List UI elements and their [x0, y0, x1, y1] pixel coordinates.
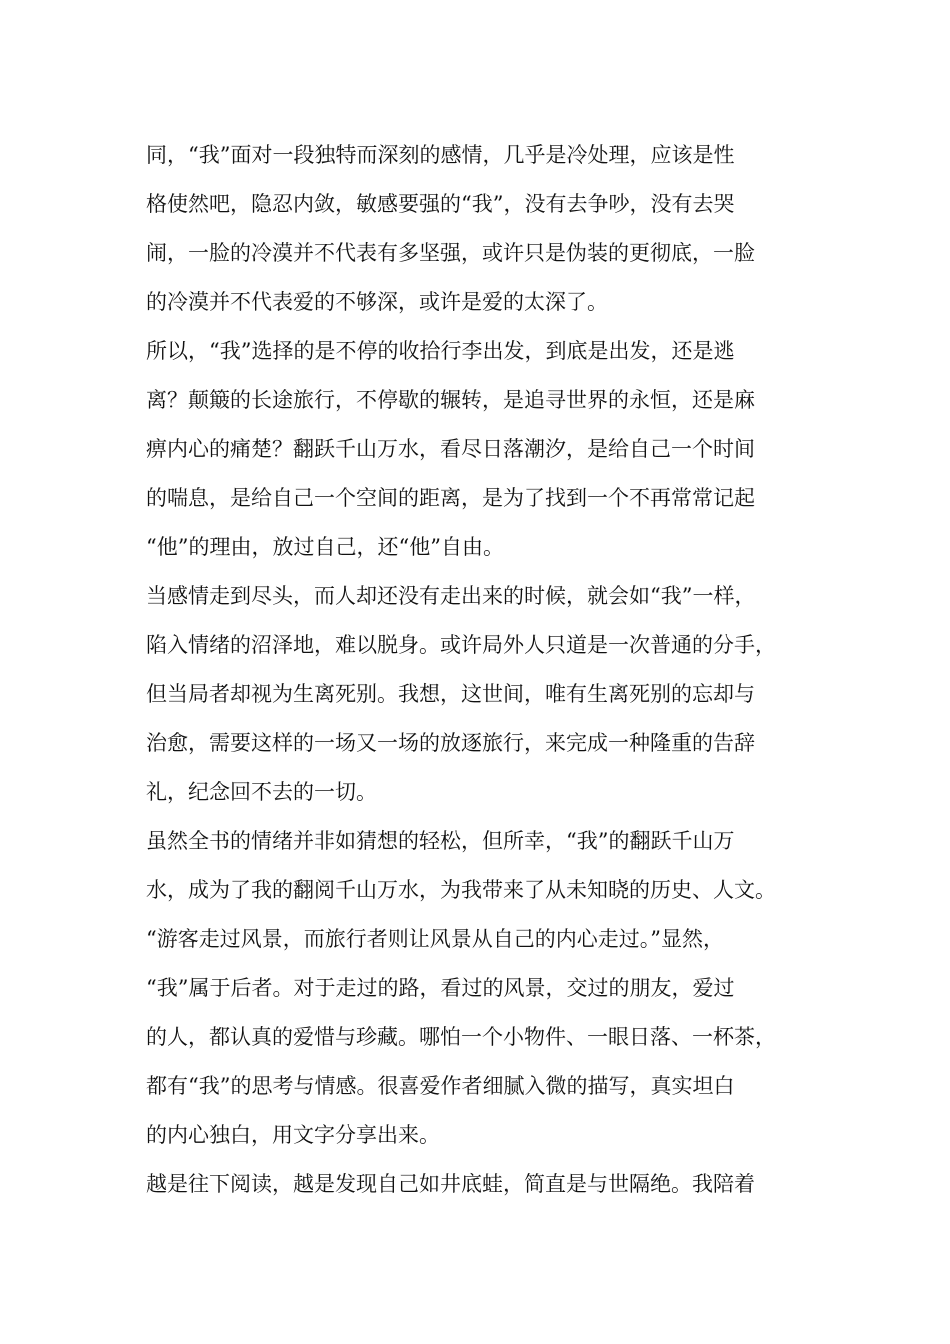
text-line: 的人，都认真的爱惜与珍藏。哪怕一个小物件、一眼日落、一杯茶，: [146, 1025, 776, 1049]
text-line: 越是往下阅读，越是发现自己如井底蛙，简直是与世隔绝。我陪着: [146, 1172, 755, 1196]
text-line: 所以，“我”选择的是不停的收拾行李出发，到底是出发，还是逃: [146, 339, 735, 363]
text-line: 离？颠簸的长途旅行，不停歇的辗转，是追寻世界的永恒，还是麻: [146, 388, 755, 412]
text-line: 当感情走到尽头，而人却还没有走出来的时候，就会如“我”一样，: [146, 584, 756, 608]
text-line: 的内心独白，用文字分享出来。: [146, 1123, 440, 1147]
text-line: 礼，纪念回不去的一切。: [146, 780, 377, 804]
text-line: 虽然全书的情绪并非如猜想的轻松，但所幸，“我”的翻跃千山万: [146, 829, 735, 853]
text-line: 陷入情绪的沼泽地，难以脱身。或许局外人只道是一次普通的分手，: [146, 633, 776, 657]
text-line: 都有“我”的思考与情感。很喜爱作者细腻入微的描写，真实坦白: [146, 1074, 735, 1098]
text-line: 格使然吧，隐忍内敛，敏感要强的“我”，没有去争吵，没有去哭: [146, 192, 735, 216]
text-line: 治愈，需要这样的一场又一场的放逐旅行，来完成一种隆重的告辞: [146, 731, 755, 755]
body-text: [146, 131, 826, 1209]
text-line: 闹，一脸的冷漠并不代表有多坚强，或许只是伪装的更彻底，一脸: [146, 241, 755, 265]
text-line: “游客走过风景，而旅行者则让风景从自己的内心走过。”显然，: [146, 927, 724, 951]
text-line: 水，成为了我的翻阅千山万水，为我带来了从未知晓的历史、人文。: [146, 878, 776, 902]
text-line: 痹内心的痛楚？翻跃千山万水，看尽日落潮汐，是给自己一个时间: [146, 437, 755, 461]
text-line: 的喘息，是给自己一个空间的距离，是为了找到一个不再常常记起: [146, 486, 755, 510]
text-line: 但当局者却视为生离死别。我想，这世间，唯有生离死别的忘却与: [146, 682, 755, 706]
text-line: “我”属于后者。对于走过的路，看过的风景，交过的朋友，爱过: [146, 976, 735, 1000]
text-line: 的冷漠并不代表爱的不够深，或许是爱的太深了。: [146, 290, 608, 314]
text-line: 同，“我”面对一段独特而深刻的感情，几乎是冷处理，应该是性: [146, 143, 735, 167]
text-line: “他”的理由，放过自己，还“他”自由。: [146, 535, 504, 559]
